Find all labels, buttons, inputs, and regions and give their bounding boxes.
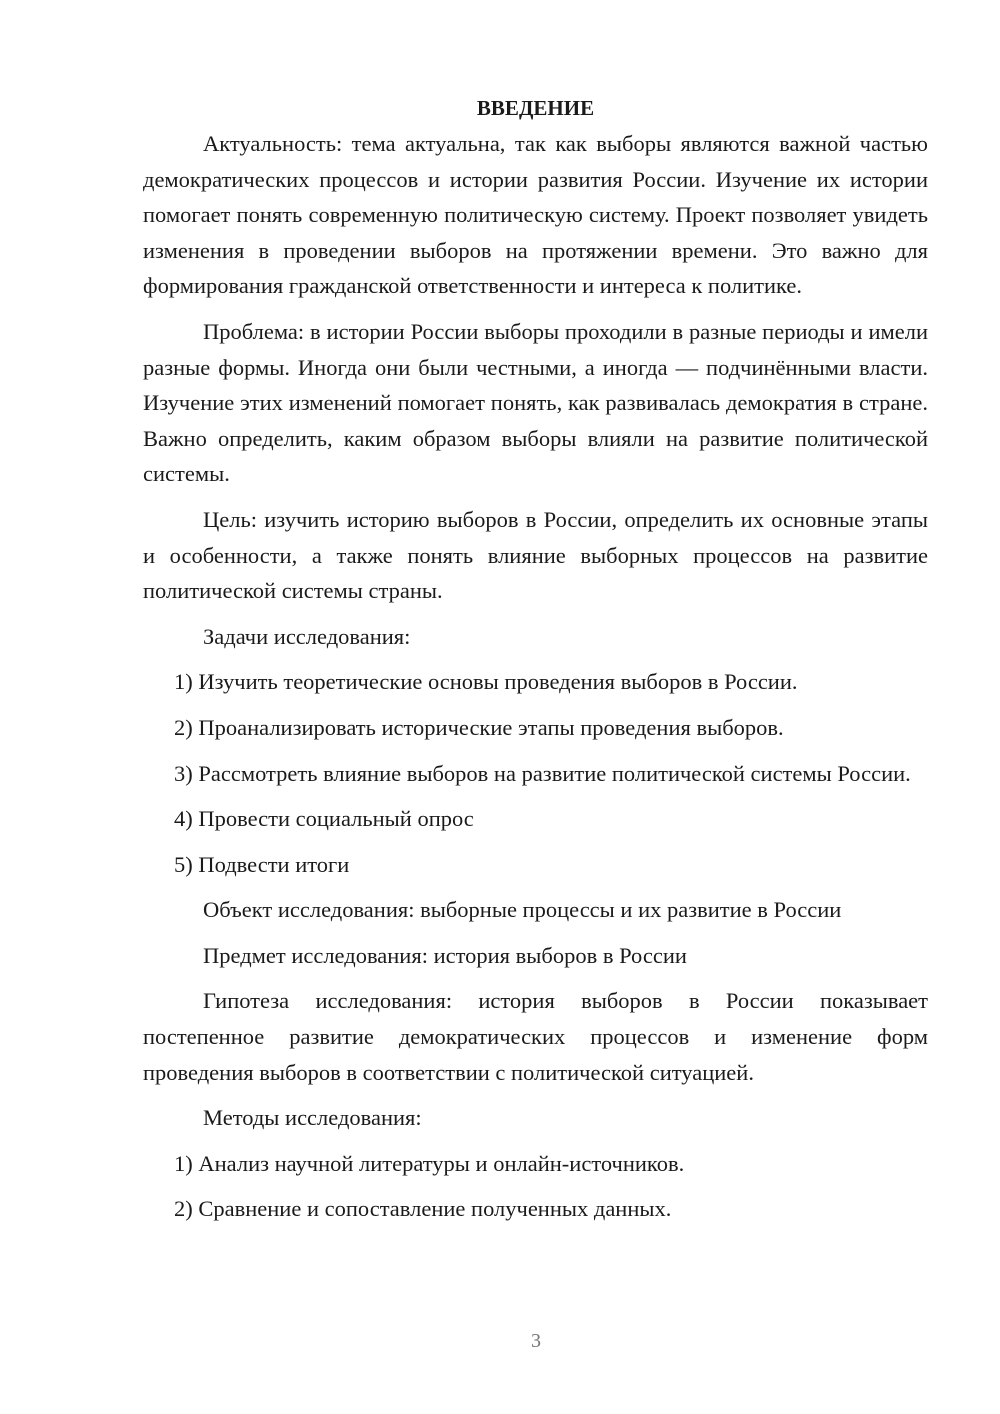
goal-paragraph: Цель: изучить историю выборов в России, определить их основные этапы и особенности, а также понять влияние выборных процессов на развитие политической системы страны. — [143, 506, 928, 604]
page-title: ВВЕДЕНИЕ — [476, 96, 595, 120]
methods-heading: Методы исследования: — [203, 1105, 422, 1131]
relevance-paragraph: Актуальность: тема актуальна, так как выборы являются важной частью демократических процессов и истории развития России. Изучение их истории помогает понять современную политическую систему. Проект позволяет увидеть изменения в проведении выборов на протяжении времени. Это важно для формирования гражданской ответственности и интереса к политике. — [143, 131, 928, 299]
object-paragraph: Объект исследования: выборные процессы и их развитие в России — [203, 897, 842, 923]
task-item: 1) Изучить теоретические основы проведения выборов в России. — [174, 669, 798, 695]
problem-paragraph: Проблема: в истории России выборы проходили в разные периоды и имели разные формы. Иногда они были честными, а иногда — подчинёнными власти. Изучение этих изменений помогает понять, как развивалась демократия в стране. Важно определить, каким образом выборы влияли на развитие политической системы. — [143, 318, 928, 487]
page-number: 3 — [531, 1330, 541, 1352]
task-item: 3) Рассмотреть влияние выборов на развитие политической системы России. — [174, 760, 911, 786]
task-item: 2) Проанализировать исторические этапы проведения выборов. — [174, 714, 784, 740]
hypothesis-paragraph: Гипотеза исследования: история выборов в России показывает постепенное развитие демократических процессов и изменение форм проведения выборов в соответствии с политической ситуацией. — [143, 988, 928, 1085]
method-item: 1) Анализ научной литературы и онлайн-источников. — [174, 1150, 685, 1176]
tasks-heading: Задачи исследования: — [203, 623, 411, 649]
method-item: 2) Сравнение и сопоставление полученных данных. — [174, 1196, 672, 1222]
task-item: 5) Подвести итоги — [174, 851, 350, 877]
document-page — [143, 90, 928, 1227]
subject-paragraph: Предмет исследования: история выборов в России — [203, 942, 687, 968]
task-item: 4) Провести социальный опрос — [174, 806, 474, 832]
